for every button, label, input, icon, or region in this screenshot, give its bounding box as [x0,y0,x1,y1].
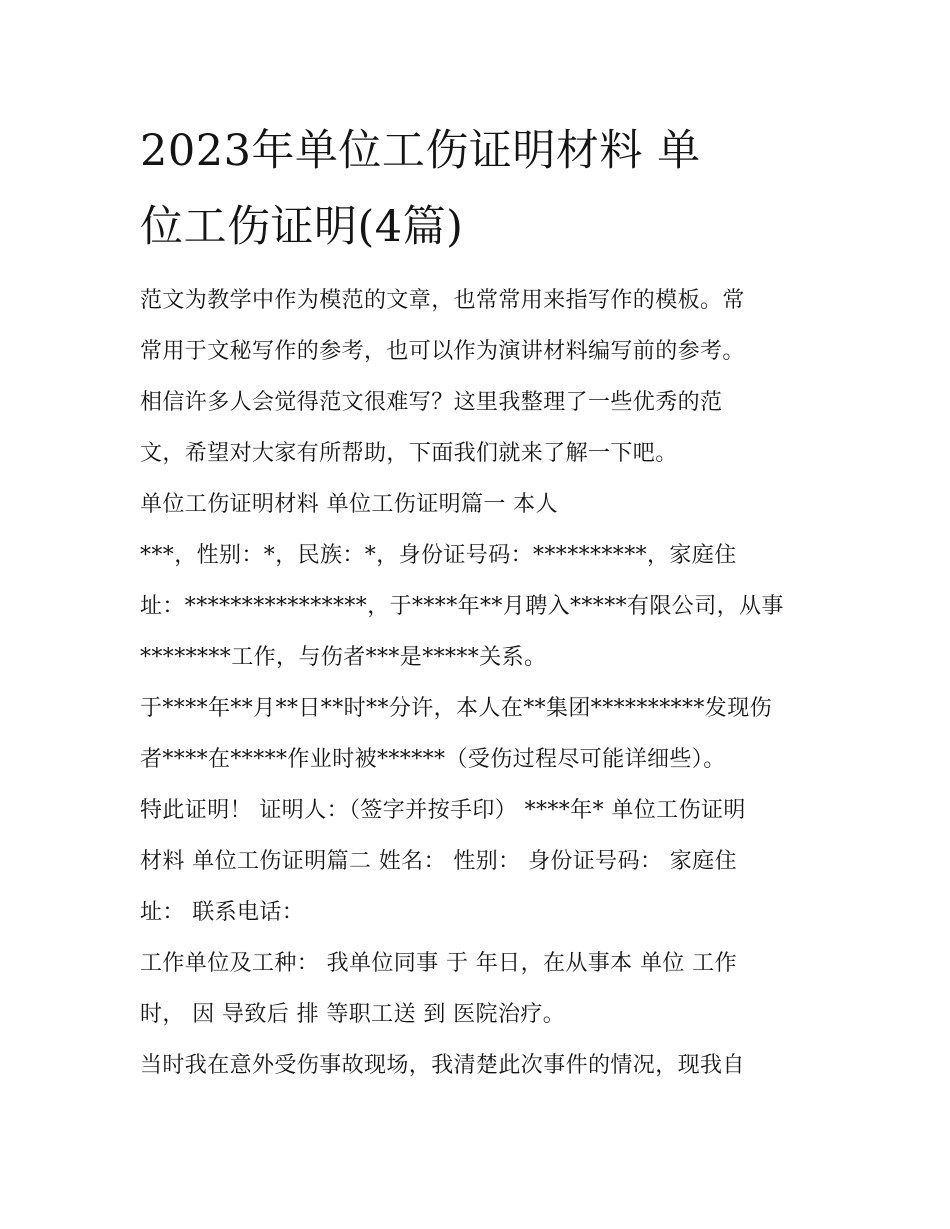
body-line-8: ********工作，与伤者***是*****关系。 [140,645,547,670]
title-line-2: 位工伤证明(4篇) [140,202,464,252]
body-line-16: 当时我在意外受伤事故现场，我清楚此次事件的情况，现我自 [140,1053,745,1078]
body-line-15: 时， 因 导致后 排 等职工送 到 医院治疗。 [140,1002,566,1027]
document-body [140,282,830,1098]
body-line-6: ***，性别：*，民族：*，身份证号码：**********，家庭住 [140,543,737,568]
body-line-7: 址：****************，于****年**月聘入*****有限公司，从事 [140,594,784,619]
body-line-5: 单位工伤证明材料 单位工伤证明篇一 本人 [140,492,558,517]
body-line-2: 常用于文秘写作的参考，也可以作为演讲材料编写前的参考。 [140,339,745,364]
body-line-1: 范文为教学中作为模范的文章，也常常用来指写作的模板。常 [140,288,745,313]
body-line-4: 文，希望对大家有所帮助，下面我们就来了解一下吧。 [140,441,678,466]
body-line-9: 于****年**月**日**时**分许，本人在**集团**********发现伤 [140,696,773,721]
body-line-11: 特此证明！ 证明人：（签字并按手印） ****年* 单位工伤证明 [140,798,746,823]
body-line-14: 工作单位及工种： 我单位同事 于 年日，在从事本 单位 工作 [140,951,737,976]
document-title [140,113,840,265]
body-line-10: 者****在*****作业时被******（受伤过程尽可能详细些）。 [140,747,726,772]
title-line-1: 2023年单位工伤证明材料 单 [140,126,701,176]
body-line-12: 材料 单位工伤证明篇二 姓名： 性别： 身份证号码： 家庭住 [140,849,737,874]
body-line-3: 相信许多人会觉得范文很难写？这里我整理了一些优秀的范 [140,390,723,415]
body-line-13: 址： 联系电话： [140,900,305,925]
